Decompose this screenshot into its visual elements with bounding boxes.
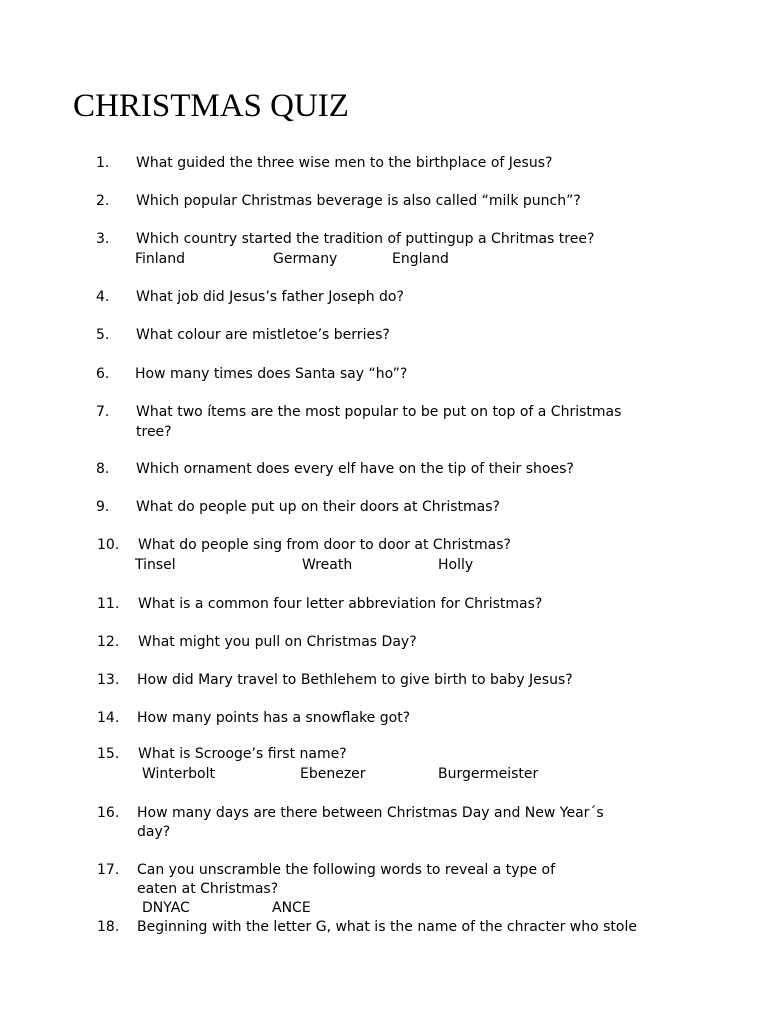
question-text: What job did Jesus’s father Joseph do? xyxy=(136,289,404,305)
question-number: 13. xyxy=(97,672,120,688)
answer-option: Tinsel xyxy=(135,557,176,573)
question-number: 12. xyxy=(97,634,120,650)
question-number: 16. xyxy=(97,805,120,821)
question-text: How did Mary travel to Bethlehem to give birth to baby Jesus? xyxy=(137,672,573,688)
question-text: How many times does Santa say “ho”? xyxy=(135,366,408,382)
question-number: 5. xyxy=(96,327,110,343)
answer-option: DNYAC xyxy=(142,900,190,916)
question-number: 2. xyxy=(96,193,110,209)
question-text: What colour are mistletoe’s berries? xyxy=(136,327,390,343)
answer-option: Wreath xyxy=(302,557,353,573)
question-number: 4. xyxy=(96,289,110,305)
question-number: 15. xyxy=(97,746,120,762)
question-number: 17. xyxy=(97,862,120,878)
question-number: 10. xyxy=(97,537,120,553)
question-number: 1. xyxy=(96,155,110,171)
question-number: 3. xyxy=(96,231,110,247)
page-title: CHRISTMAS QUIZ xyxy=(73,88,349,124)
question-text: How many points has a snowflake got? xyxy=(137,710,411,726)
question-text: What do people sing from door to door at Christmas? xyxy=(138,537,511,553)
question-text: What might you pull on Christmas Day? xyxy=(138,634,417,650)
question-text: What do people put up on their doors at Christmas? xyxy=(136,499,500,515)
question-text-continued: tree? xyxy=(136,424,172,440)
answer-option: Burgermeister xyxy=(438,766,539,782)
question-number: 9. xyxy=(96,499,110,515)
answer-option: Winterbolt xyxy=(142,766,215,782)
question-number: 18. xyxy=(97,919,120,935)
question-text: What guided the three wise men to the birthplace of Jesus? xyxy=(136,155,553,171)
answer-option: Ebenezer xyxy=(300,766,366,782)
question-text: What is a common four letter abbreviation for Christmas? xyxy=(138,596,543,612)
question-text-continued: eaten at Christmas? xyxy=(137,881,279,897)
question-number: 8. xyxy=(96,461,110,477)
answer-option: Germany xyxy=(273,251,338,267)
question-number: 11. xyxy=(97,596,120,612)
question-text: Beginning with the letter G, what is the name of the chracter who stole xyxy=(137,919,637,935)
question-number: 6. xyxy=(96,366,110,382)
answer-option: ANCE xyxy=(272,900,311,916)
question-number: 14. xyxy=(97,710,120,726)
question-text: What is Scrooge’s first name? xyxy=(138,746,347,762)
question-text: What two ítems are the most popular to be put on top of a Christmas xyxy=(136,404,622,420)
question-text-continued: day? xyxy=(137,824,171,840)
answer-option: Holly xyxy=(438,557,474,573)
question-text: Which country started the tradition of puttingup a Chritmas tree? xyxy=(136,231,595,247)
question-text: Can you unscramble the following words to reveal a type of xyxy=(137,862,556,878)
question-number: 7. xyxy=(96,404,110,420)
answer-option: Finland xyxy=(135,251,186,267)
answer-option: England xyxy=(392,251,449,267)
question-text: Which ornament does every elf have on the tip of their shoes? xyxy=(136,461,574,477)
question-text: How many days are there between Christmas Day and New Year´s xyxy=(137,805,604,821)
question-text: Which popular Christmas beverage is also called “milk punch”? xyxy=(136,193,581,209)
